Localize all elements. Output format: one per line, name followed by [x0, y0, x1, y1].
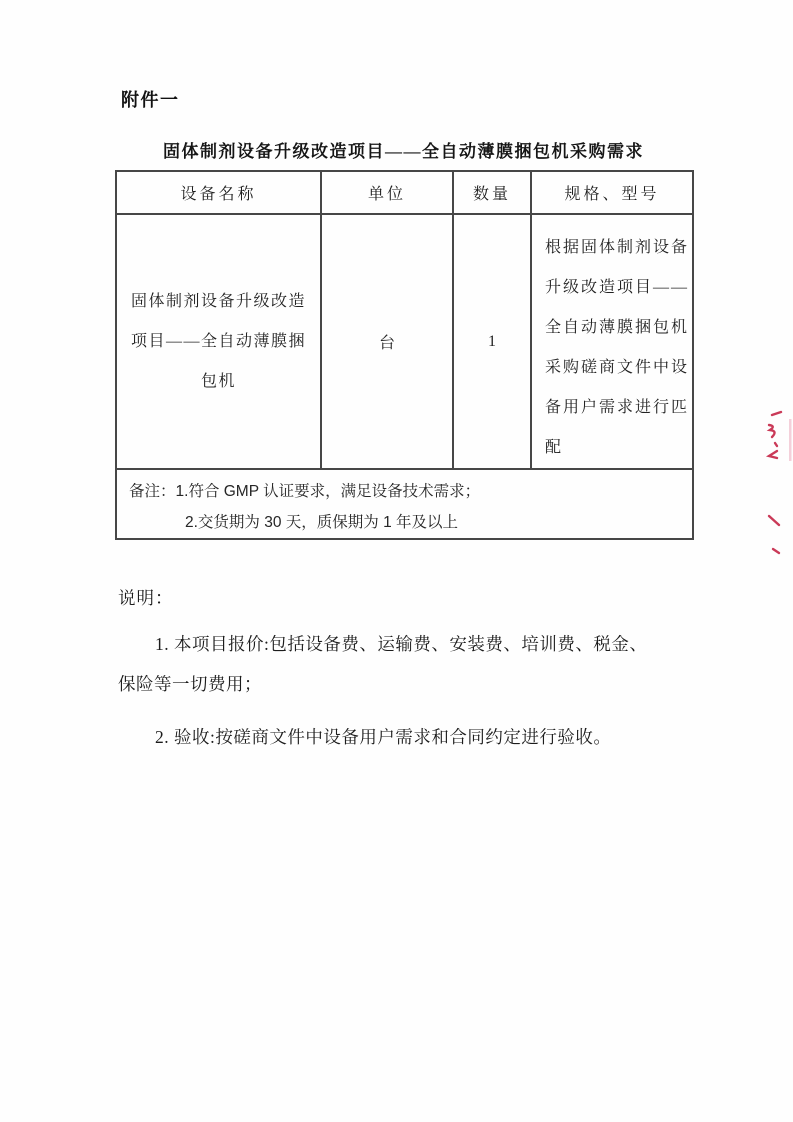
remark-line: [129, 476, 682, 507]
attachment-label: 附件一: [121, 90, 180, 110]
note-item-1-line-2: 保险等一切费用；: [118, 674, 262, 694]
header-device-name: 设备名称: [116, 171, 321, 214]
spec-line: 采购磋商文件中设: [545, 359, 690, 376]
pink-edge-smear: [789, 419, 792, 461]
header-unit: 单位: [321, 171, 453, 214]
spec-line: 备用户需求进行匹: [545, 399, 690, 416]
spec-line: 配: [545, 439, 564, 456]
procurement-table: [115, 170, 694, 540]
device-name-line: 固体制剂设备升级改造: [130, 292, 306, 310]
remark-text: [117, 470, 692, 538]
red-ink-mark: [758, 403, 793, 568]
quantity-cell: 1: [453, 214, 531, 469]
remark-cell: [116, 469, 693, 539]
table-header-row: [116, 171, 693, 214]
spacer: [118, 704, 682, 717]
header-quantity: 数量: [453, 171, 531, 214]
spec-line: 全自动薄膜捆包机: [545, 319, 690, 336]
notes-section: [118, 578, 682, 757]
device-name-cell: [116, 214, 321, 469]
spec-text: [532, 215, 692, 468]
page-title: 固体制剂设备升级改造项目——全自动薄膜捆包机采购需求: [163, 142, 644, 161]
device-name-line: 项目——全自动薄膜捆: [130, 332, 306, 350]
device-name-line: 包机: [200, 372, 236, 390]
remark-item: 1.符合 GMP 认证要求，满足设备技术需求；: [175, 483, 481, 500]
remark-label: 备注：: [129, 483, 176, 500]
note-item-2: 2. 验收:按磋商文件中设备用户需求和合同约定进行验收。: [155, 727, 612, 747]
remark-row: [116, 469, 693, 539]
spec-line: 升级改造项目——: [545, 279, 690, 296]
note-item-1-line-1: 1. 本项目报价:包括设备费、运输费、安装费、培训费、税金、: [155, 634, 648, 654]
table-row: [116, 214, 693, 469]
remark-item: 2.交货期为 30 天，质保期为 1 年及以上: [185, 514, 459, 531]
header-spec-model: 规格、型号: [531, 171, 693, 214]
spec-cell: [531, 214, 693, 469]
spec-line: 根据固体制剂设备: [545, 239, 690, 256]
unit-cell: 台: [321, 214, 453, 469]
notes-heading: 说明：: [118, 588, 174, 608]
